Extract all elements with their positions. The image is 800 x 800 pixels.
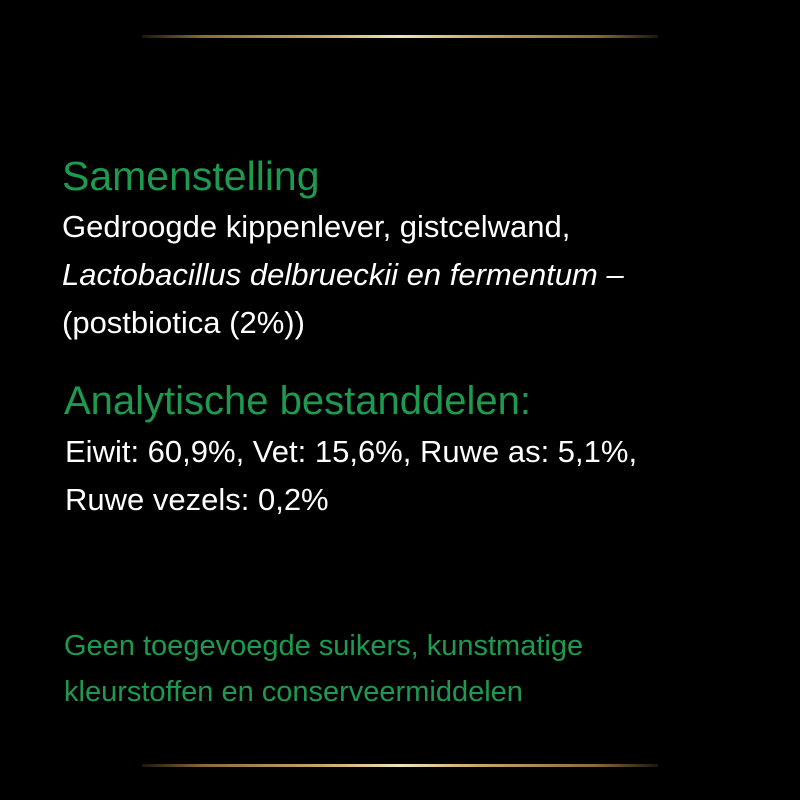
composition-line-1: Gedroogde kippenlever, gistcelwand,	[62, 209, 571, 244]
bottom-gold-divider	[142, 764, 658, 767]
composition-heading: Samenstelling	[62, 153, 320, 199]
no-additives-line-2: kleurstoffen en conserveermiddelen	[64, 676, 523, 708]
top-gold-divider	[142, 35, 658, 38]
composition-line-2: Lactobacillus delbrueckii en fermentum –	[62, 257, 624, 292]
analytical-text	[65, 428, 637, 524]
composition-text	[62, 203, 624, 347]
no-additives-note	[64, 623, 583, 715]
composition-line-3: (postbiotica (2%))	[62, 305, 305, 340]
analytical-line-2: Ruwe vezels: 0,2%	[65, 482, 329, 517]
analytical-heading: Analytische bestanddelen:	[64, 379, 531, 423]
analytical-line-1: Eiwit: 60,9%, Vet: 15,6%, Ruwe as: 5,1%,	[65, 434, 638, 469]
no-additives-line-1: Geen toegevoegde suikers, kunstmatige	[64, 630, 584, 662]
